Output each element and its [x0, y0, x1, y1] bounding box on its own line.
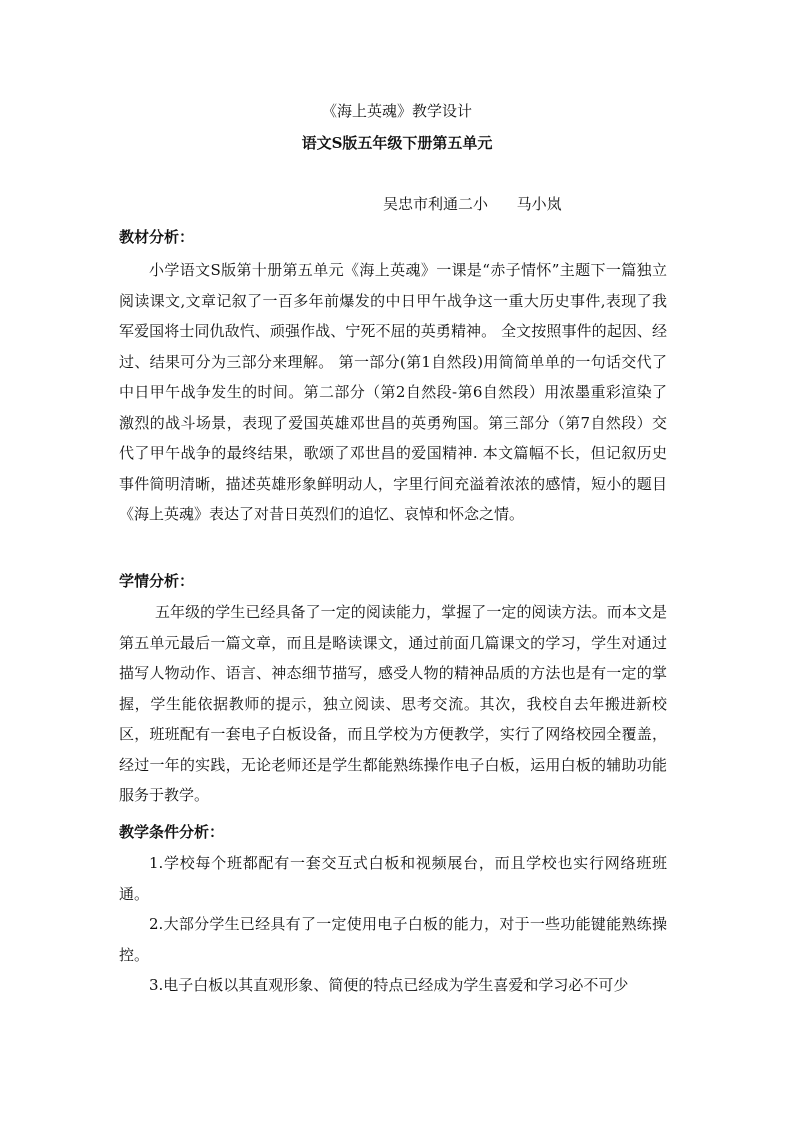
paragraph-condition-3: 3.电子白板以其直观形象、简便的特点已经成为学生喜爱和学习必不可少: [149, 976, 629, 994]
section-heading-teaching-conditions: 教学条件分析：: [119, 823, 225, 841]
author-line: 吴忠市利通二小 马小岚: [383, 195, 562, 213]
document-title: 《海上英魂》教学设计: [321, 102, 472, 120]
section-heading-student-analysis: 学情分析：: [119, 572, 195, 590]
section-heading-textbook-analysis: 教材分析：: [119, 228, 195, 246]
paragraph-student-analysis: 五年级的学生已经具备了一定的阅读能力，掌握了一定的阅读方法。而本文是第五单元最后一篇文章，而且是略读课文，通过前面几篇课文的学习，学生对通过描写人物动作、语言、神态细节描写，感受人物的精神品质的方法也是有一定的掌握，学生能依据教师的提示，独立阅读、思考交流。其次，我校自去年搬进新校区，班班配有一套电子白板设备，而且学校为方便教学，实行了网络校园全覆盖，经过一年的实践，无论老师还是学生都能熟练操作电子白板，运用白板的辅助功能服务于教学。: [119, 603, 667, 804]
paragraph-condition-1: 1.学校每个班都配有一套交互式白板和视频展台，而且学校也实行网络班班通。: [119, 854, 667, 903]
paragraph-textbook-analysis: 小学语文S版第十册第五单元《海上英魂》一课是“赤子情怀”主题下一篇独立阅读课文,文章记叙了一百多年前爆发的中日甲午战争这一重大历史事件,表现了我军爱国将士同仇敌忾、顽强作战、宁死不屈的英勇精神。 全文按照事件的起因、经过、结果可分为三部分来理解。 第一部分(第1自然段)用简简单单的一句话交代了中日甲午战争发生的时间。第二部分（第2自然段-第6自然段）用浓墨重彩渲染了激烈的战斗场景，表现了爱国英雄邓世昌的英勇殉国。第三部分（第7自然段）交代了甲午战争的最终结果，歌颂了邓世昌的爱国精神. 本文篇幅不长，但记叙历史事件简明清晰，描述英雄形象鲜明动人，字里行间充溢着浓浓的感情，短小的题目《海上英魂》表达了对昔日英烈们的追忆、哀悼和怀念之情。: [119, 261, 667, 523]
document-subtitle: 语文S版五年级下册第五单元: [301, 134, 493, 152]
paragraph-condition-2: 2.大部分学生已经具有了一定使用电子白板的能力，对于一些功能键能熟练操控。: [119, 915, 667, 964]
